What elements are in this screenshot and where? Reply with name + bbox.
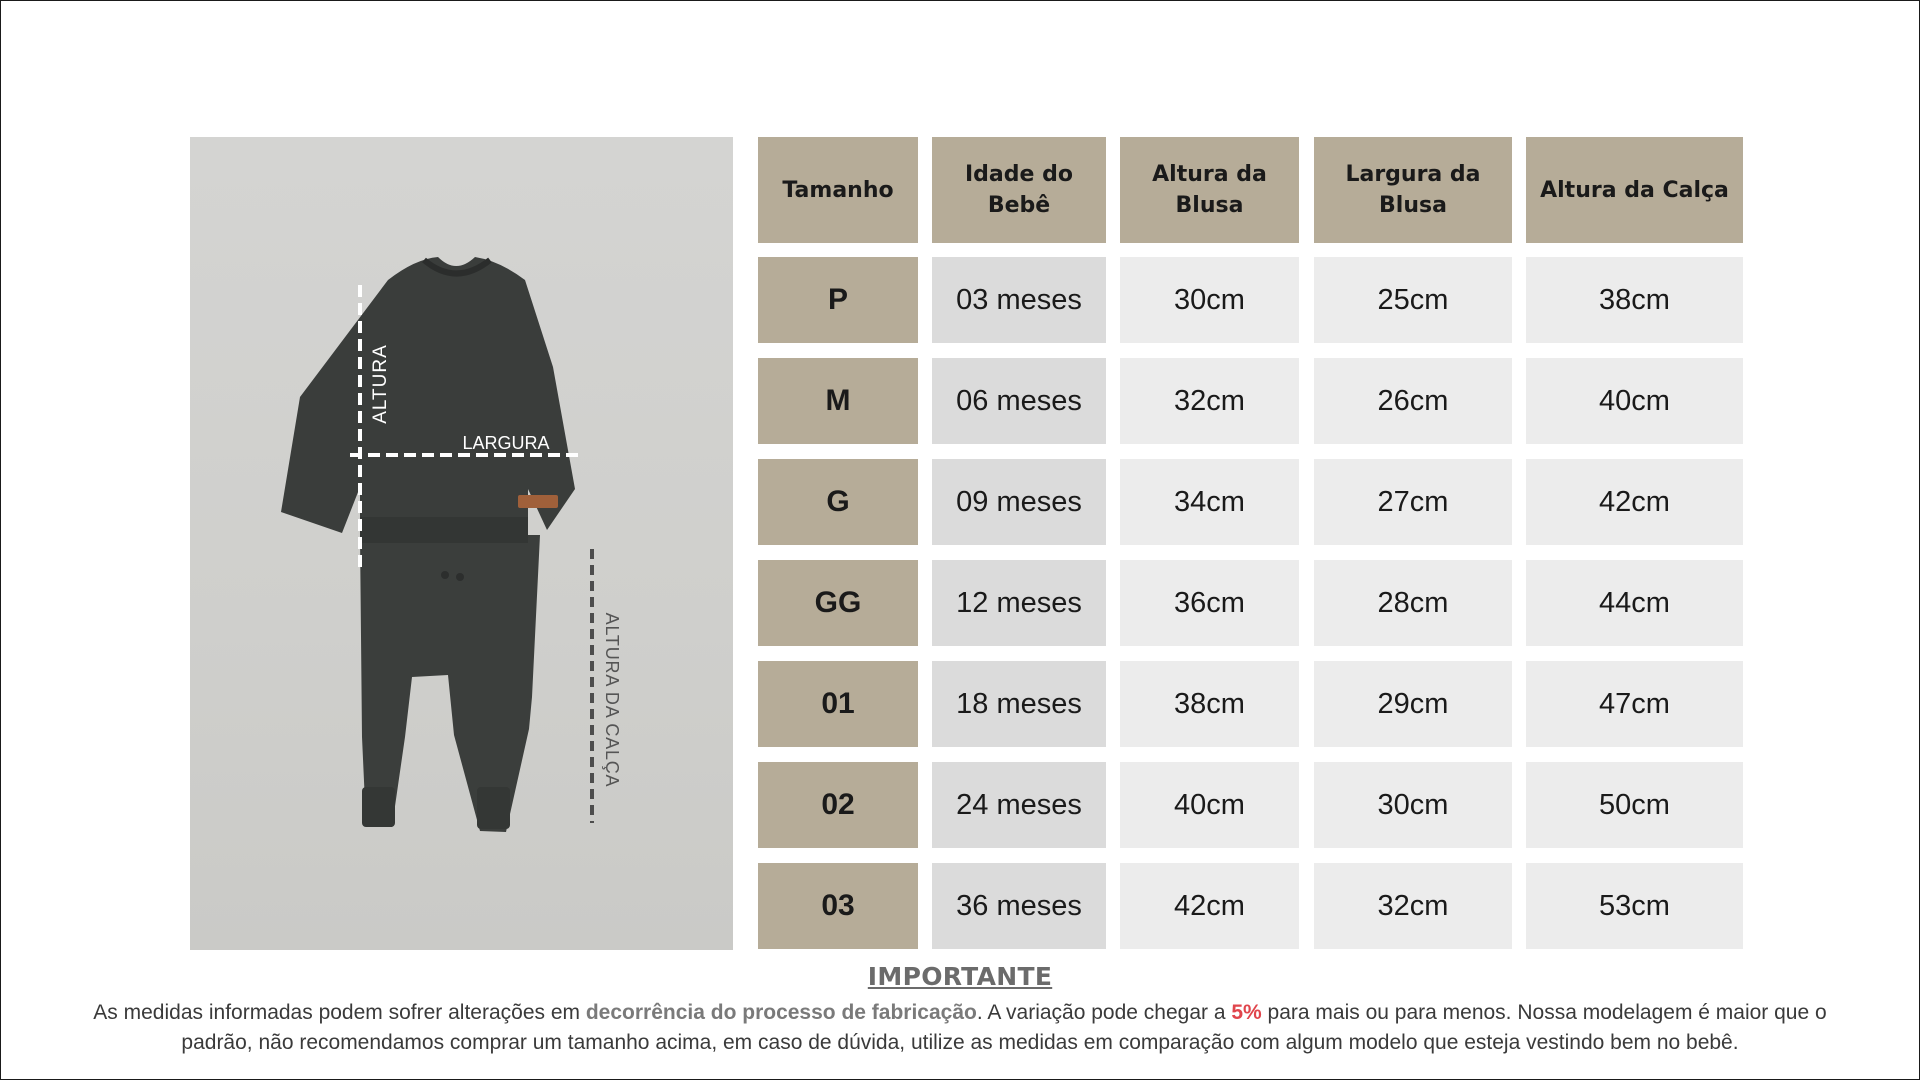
size-cell: G — [758, 459, 918, 545]
header-altura-blusa: Altura da Blusa — [1120, 137, 1299, 243]
calca-altura-cell: 42cm — [1526, 459, 1743, 545]
sweatshirt-waistband — [360, 517, 528, 543]
calca-altura-cell: 44cm — [1526, 560, 1743, 646]
calca-altura-cell: 38cm — [1526, 257, 1743, 343]
size-cell: M — [758, 358, 918, 444]
age-cell: 12 meses — [932, 560, 1106, 646]
note-text: As medidas informadas podem sofrer alterações em decorrência do processo de fabricação. A variação pode chegar a 5% para mais ou para menos. Nossa modelagem é maior que o padrão, não recomendamos comprar um tamanho acima, em caso de dúvida, utilize as medidas em comparação com algum modelo que esteja vestindo bem no bebê. — [93, 1001, 1827, 1054]
product-photo — [190, 137, 733, 950]
calca-altura-cell: 53cm — [1526, 863, 1743, 949]
age-cell: 06 meses — [932, 358, 1106, 444]
blusa-altura-cell: 34cm — [1120, 459, 1299, 545]
header-tamanho: Tamanho — [758, 137, 918, 243]
blusa-altura-cell: 40cm — [1120, 762, 1299, 848]
blusa-largura-cell: 27cm — [1314, 459, 1512, 545]
note-title: IMPORTANTE — [867, 962, 1053, 991]
outfit-illustration — [190, 137, 733, 950]
size-cell: 01 — [758, 661, 918, 747]
brand-tag — [518, 495, 558, 508]
blusa-largura-cell: 32cm — [1314, 863, 1512, 949]
pants-cuff-right — [477, 787, 510, 829]
blusa-largura-cell: 28cm — [1314, 560, 1512, 646]
blusa-largura-cell: 25cm — [1314, 257, 1512, 343]
size-cell: GG — [758, 560, 918, 646]
note-percent: 5% — [1231, 1001, 1262, 1024]
size-cell: 02 — [758, 762, 918, 848]
blusa-largura-cell: 26cm — [1314, 358, 1512, 444]
blusa-altura-cell: 36cm — [1120, 560, 1299, 646]
age-cell: 09 meses — [932, 459, 1106, 545]
altura-calca-label: ALTURA DA CALÇA — [602, 612, 622, 788]
size-cell: 03 — [758, 863, 918, 949]
blusa-altura-cell: 38cm — [1120, 661, 1299, 747]
age-cell: 18 meses — [932, 661, 1106, 747]
header-altura-calca: Altura da Calça — [1526, 137, 1743, 243]
calca-altura-cell: 50cm — [1526, 762, 1743, 848]
blusa-altura-cell: 32cm — [1120, 358, 1299, 444]
blusa-largura-cell: 29cm — [1314, 661, 1512, 747]
calca-altura-cell: 40cm — [1526, 358, 1743, 444]
note-emphasis: decorrência do processo de fabricação — [585, 1001, 977, 1024]
age-cell: 03 meses — [932, 257, 1106, 343]
altura-label: ALTURA — [370, 344, 391, 424]
age-cell: 36 meses — [932, 863, 1106, 949]
blusa-altura-cell: 42cm — [1120, 863, 1299, 949]
size-cell: P — [758, 257, 918, 343]
header-largura-blusa: Largura da Blusa — [1314, 137, 1512, 243]
blusa-largura-cell: 30cm — [1314, 762, 1512, 848]
calca-altura-cell: 47cm — [1526, 661, 1743, 747]
blusa-altura-cell: 30cm — [1120, 257, 1299, 343]
largura-label: LARGURA — [462, 433, 550, 453]
pants-cuff-left — [362, 787, 395, 827]
age-cell: 24 meses — [932, 762, 1106, 848]
header-idade: Idade do Bebê — [932, 137, 1106, 243]
